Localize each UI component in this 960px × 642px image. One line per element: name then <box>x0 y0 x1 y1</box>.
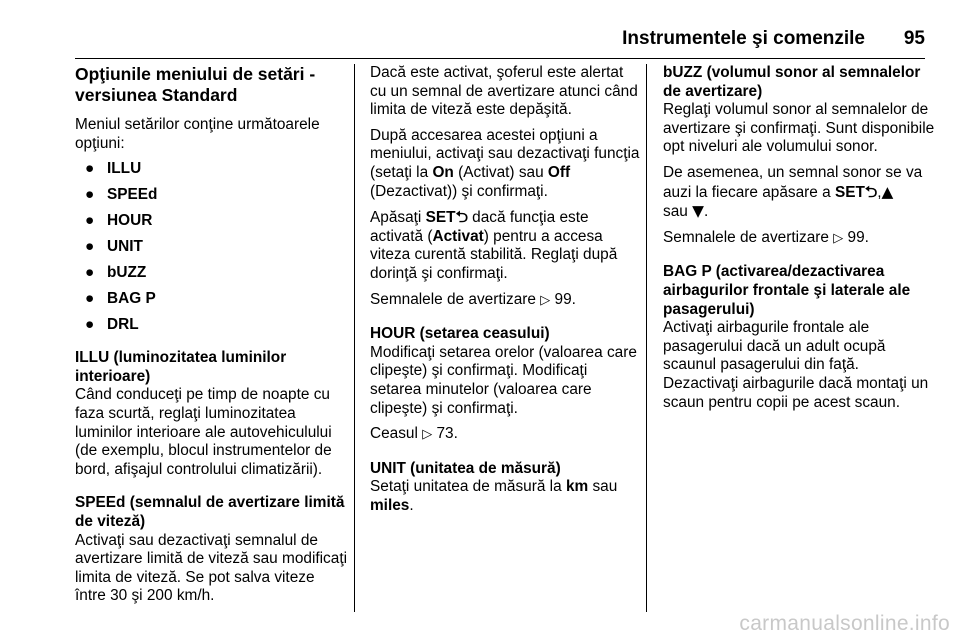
return-arrow-icon: ⮌ <box>455 208 468 227</box>
list-item: ● DRL <box>85 316 139 334</box>
illu-heading: ILLU (luminozitatea luminilor interioare) <box>75 349 287 385</box>
hour-text: Modificaţi setarea orelor (valoarea care clipeşte) şi confirmaţi. Modificaţi setarea minutelor (valoarea care clipeşte) şi confirmaţi. <box>370 343 637 417</box>
bullet: ● <box>85 238 95 256</box>
on-label: On <box>432 163 454 181</box>
bag-text: Activaţi airbagurile frontale ale pasagerului dacă un adult ocupă scaunul pasagerului din faţă. Dezactivaţi airbagurile dacă montaţi un scaun pentru copii pe acest scaun. <box>663 319 929 411</box>
bullet: ● <box>85 160 95 178</box>
page-ref-icon: ▷ <box>540 292 551 308</box>
page-ref-icon: ▷ <box>422 427 433 443</box>
page-ref-icon: ▷ <box>833 230 844 246</box>
bullet: ● <box>85 212 95 230</box>
list-item: ● HOUR <box>85 212 153 230</box>
column-divider <box>354 64 355 612</box>
bullet: ● <box>85 186 95 204</box>
column-2 <box>370 64 642 522</box>
buzz-text: Reglaţi volumul sonor al semnalelor de avertizare şi confirmaţi. Sunt disponibile opt niveluri ale volumului sonor. <box>663 101 935 156</box>
list-item: ● UNIT <box>85 238 143 256</box>
speed-heading: SPEEd (semnalul de avertizare limită de viteză) <box>75 494 345 530</box>
buzz-heading: bUZZ (volumul sonor al semnalelor de avertizare) <box>663 64 921 100</box>
down-arrow-icon: ▼ <box>692 202 704 221</box>
bag-heading: BAG P (activarea/dezactivarea airbagurilor frontale şi laterale ale pasagerului) <box>663 263 911 318</box>
column-divider <box>646 64 647 612</box>
hour-heading: HOUR (setarea ceasului) <box>370 325 550 343</box>
return-arrow-icon: ⮌ <box>864 182 878 201</box>
header-title: Instrumentele şi comenzile <box>622 28 865 49</box>
km-label: km <box>565 478 589 496</box>
illu-text: Când conduceţi pe timp de noapte cu faza scurtă, reglaţi luminozitatea luminilor interioare ale autovehiculului (de exemplu, blocul instrumentelor de bord, afişajul controlului climatizării). <box>75 386 332 478</box>
watermark: carmanualsonline.info <box>739 612 950 635</box>
miles-label: miles <box>370 496 410 514</box>
list-item: ● bUZZ <box>85 264 147 282</box>
page-header <box>75 26 925 59</box>
section-title: Opţiunile meniului de setări - versiunea Standard <box>75 64 316 105</box>
bullet: ● <box>85 316 95 334</box>
speed-alert-text: Dacă este activat, şoferul este alertat cu un semnal de avertizare atunci când limita de viteză este depăşită. <box>370 64 638 119</box>
set-instruction: Apăsaţi SET⮌ dacă funcţia este activată (Activat) pentru a accesa viteza curentă stabilită. Reglaţi după dorinţă şi confirmaţi. <box>370 208 618 282</box>
buzz-sound-text: De asemenea, un semnal sonor se va auzi la fiecare apăsare a SET⮌,▲ sau ▼. <box>663 163 923 221</box>
set-label: SET <box>834 183 865 201</box>
warning-reference: Semnalele de avertizare ▷ 99. <box>663 228 869 246</box>
bullet: ● <box>85 290 95 308</box>
list-item: ● ILLU <box>85 160 142 178</box>
speed-toggle-text: După accesarea acestei opţiuni a meniului, activaţi sau dezactivaţi funcţia (setaţi la On (Activat) sau Off (Dezactivat)) şi confirmaţi. <box>370 126 640 200</box>
options-list <box>75 160 347 335</box>
set-label: SET <box>425 209 456 227</box>
list-item: ● BAG P <box>85 290 156 308</box>
unit-text: Setaţi unitatea de măsură la km sau miles. <box>370 478 618 514</box>
intro-text: Meniul setărilor conţine următoarele opţiuni: <box>75 116 320 152</box>
speed-text: Activaţi sau dezactivaţi semnalul de avertizare limită de viteză sau modificaţi limita de viteză. Se pot salva viteze între 30 şi 200 km/h. <box>75 531 348 605</box>
column-1 <box>75 64 347 613</box>
off-label: Off <box>547 163 571 181</box>
clock-reference: Ceasul ▷ 73. <box>370 425 458 443</box>
page-number: 95 <box>903 28 925 49</box>
unit-heading: UNIT (unitatea de măsură) <box>370 459 561 477</box>
up-arrow-icon: ▲ <box>881 182 894 201</box>
column-3 <box>663 64 935 419</box>
activat-label: Activat <box>432 227 484 245</box>
bullet: ● <box>85 264 95 282</box>
list-item: ● SPEEd <box>85 186 158 204</box>
warning-reference: Semnalele de avertizare ▷ 99. <box>370 290 576 308</box>
